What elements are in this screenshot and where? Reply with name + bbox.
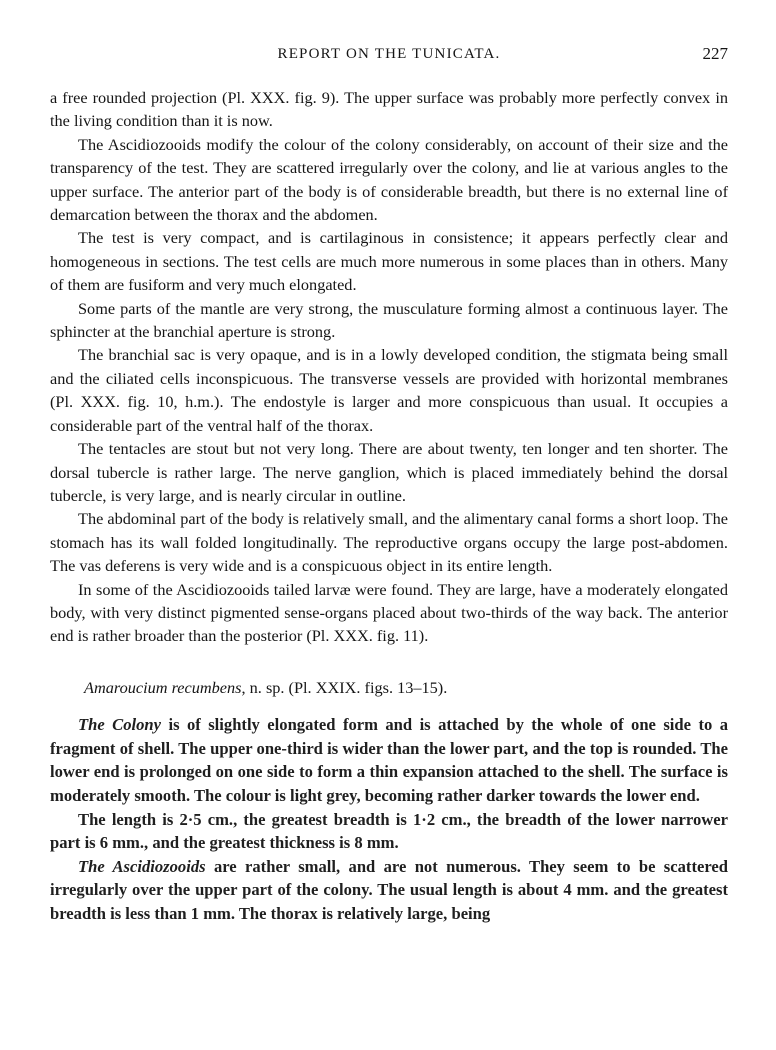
paragraph-test: The test is very compact, and is cartilaginous in consistence; it appears perfectly clear and homogeneous in sections. The test cells are much more numerous in some places than in others. Many of them are fusiform and very much elongated. bbox=[50, 228, 728, 295]
paragraph-colony bbox=[50, 713, 728, 807]
paragraph-larvae: In some of the Ascidiozooids tailed larvæ were found. They are large, have a moderately elongated body, with very distinct pigmented sense-organs placed about two-thirds of the way back. The anterior end is rather broader than the posterior (Pl. XXX. fig. 11). bbox=[50, 579, 728, 646]
colony-runin: The Colony bbox=[78, 715, 162, 735]
colony-text: is of slightly elongated form and is attached by the whole of one side to a fragment of shell. The upper one-third is wider than the lower part, and the top is rounded. The lower end is prolonged on one side to form a thin expansion attached to the shell. The surface is moderately smooth. The colour is light grey, becoming rather darker towards the lower end. bbox=[50, 715, 728, 805]
zooids-text: are rather small, and are not numerous. They seem to be scattered irregularly over the upper part of the colony. The usual length is about 4 mm. and the greatest breadth is less than 1 mm. The thorax is relatively large, being bbox=[50, 856, 728, 923]
species-name: Amaroucium recumbens bbox=[84, 677, 242, 697]
paragraph-branchial-sac: The branchial sac is very opaque, and is in a lowly developed condition, the stigmata being small and the ciliated cells inconspicuous. The transverse vessels are provided with horizontal membranes (Pl. XXX. fig. 10, h.m.). The endostyle is larger and more conspicuous than usual. It occupies a considerable part of the ventral half of the thorax. bbox=[50, 345, 728, 435]
body-text bbox=[50, 86, 728, 648]
species-description bbox=[50, 713, 728, 925]
paragraph-mantle: Some parts of the mantle are very strong, the musculature forming almost a continuous layer. The sphincter at the branchial aperture is strong. bbox=[50, 298, 728, 342]
paragraph-tentacles: The tentacles are stout but not very long. There are about twenty, ten longer and ten shorter. The dorsal tubercle is rather large. The nerve ganglion, which is placed immediately behind the dorsal tubercle, is very large, and is nearly circular in outline. bbox=[50, 439, 728, 505]
paragraph-ascidiozooids bbox=[50, 855, 728, 926]
species-heading bbox=[50, 676, 728, 699]
paragraph-abdominal: The abdominal part of the body is relatively small, and the alimentary canal forms a short loop. The stomach has its wall folded longitudinally. The reproductive organs occupy the large post-abdomen. The vas deferens is very wide and is a conspicuous object in its entire length. bbox=[50, 509, 728, 576]
species-heading-rest: , n. sp. (Pl. XXIX. figs. 13–15). bbox=[241, 677, 448, 697]
zooids-runin: The Ascidiozooids bbox=[78, 856, 206, 876]
document-page bbox=[50, 40, 728, 926]
running-title: REPORT ON THE TUNICATA. bbox=[277, 46, 501, 62]
page-number: 227 bbox=[702, 44, 728, 63]
paragraph-continuation: a free rounded projection (Pl. XXX. fig. 9). The upper surface was probably more perfectly convex in the living condition than it is now. bbox=[50, 88, 728, 131]
paragraph-ascidiozooids-colour: The Ascidiozooids modify the colour of the colony considerably, on account of their size and the transparency of the test. They are scattered irregularly over the colony, and lie at various angles to the upper surface. The anterior part of the body is of considerable breadth, but there is no external line of demarcation between the thorax and the abdomen. bbox=[50, 134, 728, 225]
paragraph-measurements: The length is 2·5 cm., the greatest breadth is 1·2 cm., the breadth of the lower narrower part is 6 mm., and the greatest thickness is 8 mm. bbox=[50, 809, 728, 853]
running-header bbox=[50, 40, 728, 66]
